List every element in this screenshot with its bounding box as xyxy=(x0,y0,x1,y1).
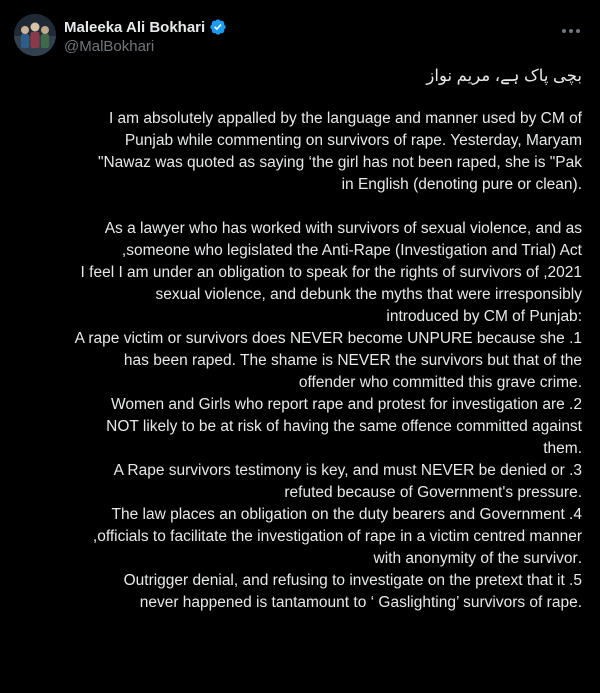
text-line: Nawaz was quoted as saying ‘the girl has not been raped, she is "Pak" xyxy=(97,154,582,171)
text-line: .refuted because of Government's pressure xyxy=(284,484,582,501)
point-1 xyxy=(14,328,582,394)
text-line: 2021, I feel I am under an obligation to speak for the rights of survivors of xyxy=(80,264,582,281)
display-name[interactable]: Maleeka Ali Bokhari xyxy=(64,18,206,36)
point-2 xyxy=(14,394,582,460)
text-line: .with anonymity of the survivor xyxy=(373,550,582,567)
point-5 xyxy=(14,570,582,614)
display-name-row xyxy=(64,17,227,37)
avatar[interactable] xyxy=(14,14,56,56)
text-line: .offender who committed this grave crime xyxy=(298,374,582,391)
text-line: The law places an obligation on the duty bearers and Government .4 xyxy=(111,506,582,523)
paragraph-2 xyxy=(14,218,582,328)
handle[interactable]: @MalBokhari xyxy=(64,38,155,55)
text-line: .never happened is tantamount to ‘ Gaslighting’ survivors of rape xyxy=(139,594,582,611)
text-line: .(denoting pure or clean) in English xyxy=(341,176,582,193)
text-line: sexual violence, and debunk the myths that were irresponsibly xyxy=(155,286,582,303)
text-line: :introduced by CM of Punjab xyxy=(386,308,582,325)
text-line: someone who legislated the Anti-Rape (Investigation and Trial) Act, xyxy=(121,242,582,259)
paragraph-spacer xyxy=(14,196,582,218)
paragraph-1 xyxy=(14,108,582,196)
author-info xyxy=(64,17,227,55)
text-line: .them xyxy=(543,440,582,457)
text-line: officials to facilitate the investigation of rape in a victim centred manner, xyxy=(92,528,582,545)
avatar-photo-icon xyxy=(14,14,56,56)
text-line: NOT likely to be at risk of having the same offence committed against xyxy=(106,418,582,435)
text-line: A Rape survivors testimony is key, and must NEVER be denied or .3 xyxy=(113,462,582,479)
text-line: I am absolutely appalled by the language and manner used by CM of xyxy=(108,110,582,127)
point-3 xyxy=(14,460,582,504)
tweet-header xyxy=(14,14,586,58)
urdu-title: بچی پاک ہے، مریم نواز xyxy=(426,67,582,85)
tweet-text xyxy=(14,64,582,614)
text-line: Punjab while commenting on survivors of rape. Yesterday, Maryam xyxy=(124,132,582,149)
verified-badge-icon xyxy=(209,18,227,36)
text-line: has been raped. The shame is NEVER the survivors but that of the xyxy=(123,352,582,369)
text-line: A rape victim or survivors does NEVER become UNPURE because she .1 xyxy=(74,330,582,347)
text-line: Women and Girls who report rape and protest for investigation are .2 xyxy=(111,396,582,413)
more-options-icon[interactable] xyxy=(560,20,582,42)
text-line: As a lawyer who has worked with survivors of sexual violence, and as xyxy=(104,220,582,237)
text-line: Outrigger denial, and refusing to investigate on the pretext that it .5 xyxy=(123,572,582,589)
point-4 xyxy=(14,504,582,570)
